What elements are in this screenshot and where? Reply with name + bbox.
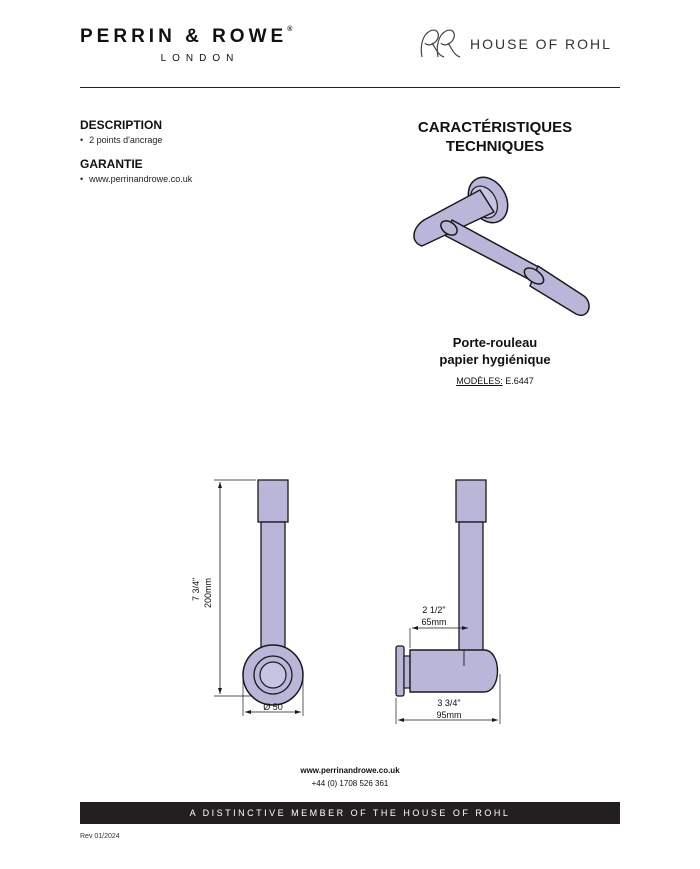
product-name (380, 334, 610, 368)
height-inches-label: 7 3/4" (191, 577, 201, 601)
product-illustration (400, 168, 600, 328)
offset-inches-label: 2 1/2" (422, 605, 446, 615)
page-title (380, 118, 610, 156)
partner-brand: HOUSE OF ROHL (470, 36, 612, 52)
revision-label: Rev 01/2024 (80, 833, 120, 840)
height-mm-label: 200mm (203, 577, 213, 608)
description-heading: DESCRIPTION (80, 118, 163, 132)
depth-mm-label: 95mm (436, 710, 462, 720)
model-number (380, 376, 610, 386)
description-item: • 2 points d'ancrage (80, 135, 162, 145)
header-divider (80, 87, 620, 88)
depth-inches-label: 3 3/4" (437, 698, 461, 708)
models-label: MODÈLES: (456, 376, 503, 386)
models-value: E.6447 (505, 376, 534, 386)
contact-phone: +44 (0) 1708 526 361 (311, 779, 389, 788)
warranty-heading: GARANTIE (80, 157, 143, 171)
warranty-item: • www.perrinandrowe.co.uk (80, 174, 192, 184)
title-line-1: CARACTÉRISTIQUES (417, 119, 573, 136)
registered-mark: ® (287, 26, 293, 33)
product-name-line-1: Porte-rouleau (452, 335, 538, 350)
brand-name: PERRIN & ROWE (80, 26, 288, 47)
diameter-label: Ø 50 (263, 702, 283, 712)
title-line-2: TECHNIQUES (445, 138, 545, 155)
contact-block (200, 764, 500, 790)
brand-logo (80, 26, 292, 48)
side-view-drawing (380, 470, 520, 730)
product-name-line-2: papier hygiénique (439, 352, 551, 367)
offset-mm-label: 65mm (421, 617, 447, 627)
contact-website: www.perrinandrowe.co.uk (300, 766, 400, 775)
house-of-rohl-monogram-icon (416, 25, 464, 61)
brand-city: LONDON (160, 53, 240, 64)
footer-tagline: A DISTINCTIVE MEMBER OF THE HOUSE OF ROHL (80, 802, 620, 824)
